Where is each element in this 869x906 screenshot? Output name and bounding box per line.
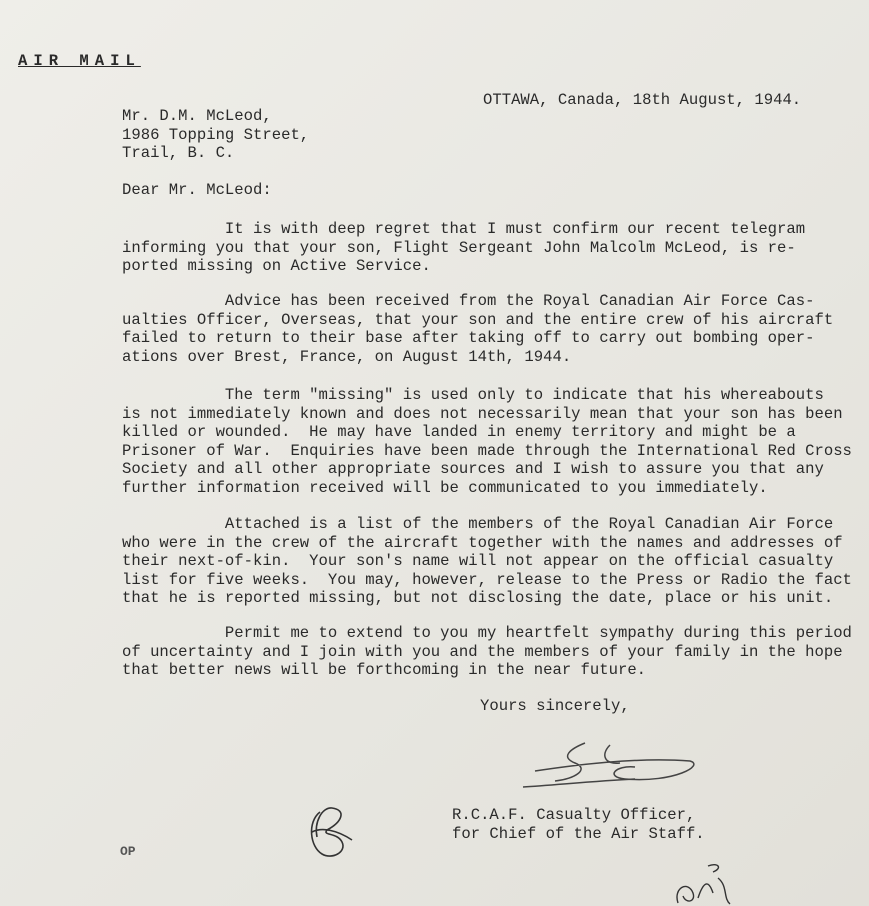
text-line: ations over Brest, France, on August 14th, 1944. [122, 347, 572, 366]
reference-initials: OP [120, 844, 136, 859]
text-line: informing you that your son, Flight Sergeant John Malcolm McLeod, is re- [122, 238, 796, 257]
text-line: killed or wounded. He may have landed in enemy territory and might be a [122, 423, 796, 442]
address-line: Trail, B. C. [122, 144, 235, 163]
handwritten-mark-corner [668, 858, 738, 906]
paragraph-1 [122, 220, 805, 276]
text-line: their next-of-kin. Your son's name will not appear on the official casualty [122, 552, 834, 571]
text-line: that better news will be forthcoming in the near future. [122, 661, 647, 680]
text-line: Society and all other appropriate sources and I wish to assure you that any [122, 460, 824, 479]
handwritten-initials [302, 802, 362, 864]
text-line: ualties Officer, Overseas, that your son and the entire crew of his aircraft [122, 310, 834, 329]
text-line: that he is reported missing, but not disclosing the date, place or his unit. [122, 589, 834, 608]
text-line: Attached is a list of the members of the Royal Canadian Air Force [122, 515, 834, 533]
paragraph-4 [122, 515, 852, 608]
text-line: The term "missing" is used only to indicate that his whereabouts [122, 386, 824, 404]
salutation: Dear Mr. McLeod: [122, 181, 272, 199]
paragraph-5 [122, 624, 852, 680]
signatory-title: for Chief of the Air Staff. [452, 824, 705, 843]
text-line: of uncertainty and I join with you and the members of your family in the hope [122, 642, 843, 661]
text-line: list for five weeks. You may, however, release to the Press or Radio the fact [122, 570, 852, 589]
signatory-title: R.C.A.F. Casualty Officer, [452, 806, 696, 824]
text-line: It is with deep regret that I must confirm our recent telegram [122, 220, 806, 238]
text-line: Permit me to extend to you my heartfelt sympathy during this period [122, 624, 852, 642]
text-line: who were in the crew of the aircraft together with the names and addresses of [122, 533, 843, 552]
text-line: failed to return to their base after taking off to carry out bombing oper- [122, 329, 815, 348]
valediction: Yours sincerely, [480, 697, 630, 715]
paragraph-3 [122, 386, 852, 498]
text-line: further information received will be communicated to you immediately. [122, 478, 768, 497]
text-line: Prisoner of War. Enquiries have been made through the International Red Cross [122, 441, 852, 460]
address-line: 1986 Topping Street, [122, 125, 310, 144]
paragraph-2 [122, 292, 833, 366]
text-line: Advice has been received from the Royal Canadian Air Force Cas- [122, 292, 815, 310]
date-line: OTTAWA, Canada, 18th August, 1944. [483, 91, 802, 109]
address-line: Mr. D.M. McLeod, [122, 107, 272, 125]
recipient-address [122, 107, 309, 163]
text-line: is not immediately known and does not necessarily mean that your son has been [122, 404, 843, 423]
air-mail-heading: AIR MAIL [18, 52, 141, 70]
signature [515, 735, 705, 800]
text-line: ported missing on Active Service. [122, 257, 431, 276]
signatory-block [452, 806, 705, 843]
